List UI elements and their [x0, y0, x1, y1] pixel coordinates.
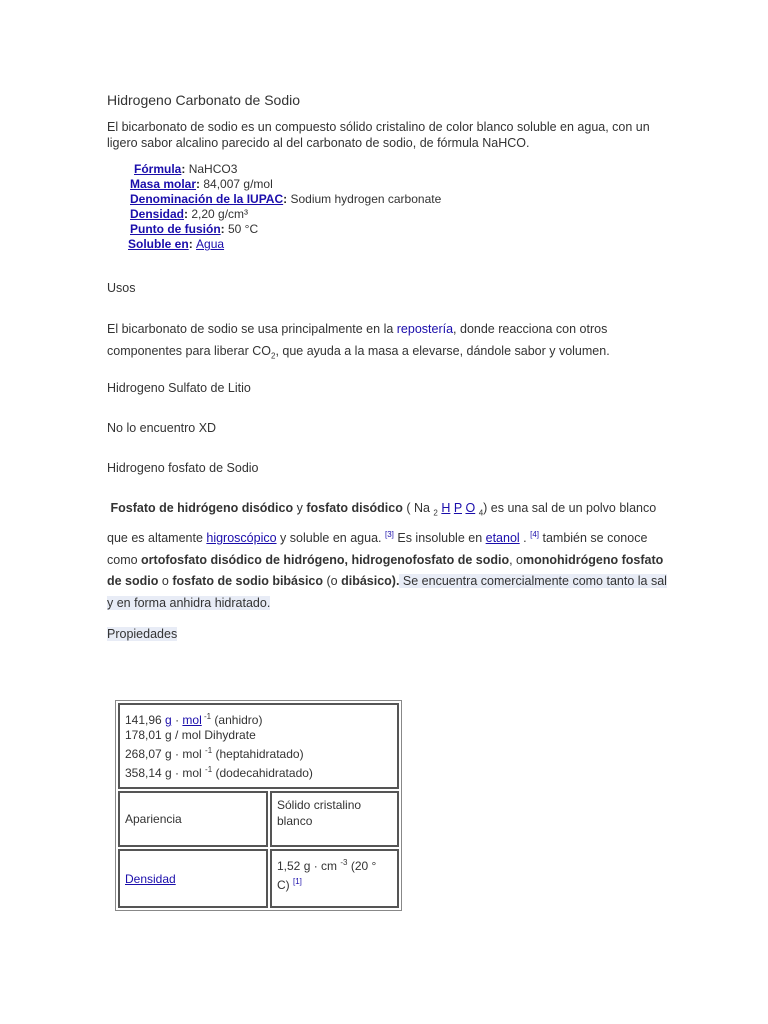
property-row — [128, 222, 441, 237]
apariencia-label: Apariencia — [118, 791, 268, 847]
property-value: 84,007 g/mol — [203, 177, 273, 191]
property-row — [128, 237, 441, 252]
property-colon: : — [188, 237, 197, 251]
property-key-link[interactable]: Fórmula — [134, 162, 182, 176]
oxygen-link[interactable]: O — [465, 501, 476, 515]
property-colon: : — [181, 162, 189, 176]
property-key-link[interactable]: Masa molar — [130, 177, 197, 191]
densidad-label-cell — [118, 849, 268, 908]
property-value[interactable]: Agua — [196, 237, 225, 251]
property-key-link[interactable]: Soluble en — [128, 237, 189, 251]
hydrogen-link[interactable]: H — [441, 501, 451, 515]
properties-table — [115, 700, 402, 911]
ref-4-link[interactable]: [4] — [530, 530, 540, 539]
ref-3-link[interactable]: [3] — [384, 530, 394, 539]
property-key-link[interactable]: Densidad — [130, 207, 185, 221]
property-row — [128, 162, 441, 177]
ref-1-link[interactable]: [1] — [293, 877, 302, 886]
densidad-link[interactable]: Densidad — [125, 871, 176, 886]
property-colon: : — [220, 222, 228, 236]
properties-list — [128, 162, 441, 252]
property-key-link[interactable]: Punto de fusión — [130, 222, 221, 236]
gram-link[interactable]: g — [165, 713, 172, 727]
property-key-link[interactable]: Denominación de la IUPAC — [130, 192, 284, 206]
property-value: NaHCO3 — [188, 162, 238, 176]
property-value: Sodium hydrogen carbonate — [290, 192, 442, 206]
property-value: 50 °C — [228, 222, 259, 236]
property-colon: : — [283, 192, 291, 206]
property-colon: : — [184, 207, 192, 221]
molar-mass-cell: 141,96 g · mol $^{-1}$ (anhidro) 178,01 g / mol Dihydrate 268,07 g · mol $^{-1}$ (heptahidratado) 358,14 g · mol $^{-1}$ (dodecahidratado) — [118, 703, 399, 789]
apariencia-value: Sólido cristalino blanco — [270, 791, 399, 847]
highlighted-text: Se encuentra comercialmente como tanto la sal y en forma anhidra hidratado. — [107, 574, 667, 610]
fosfato-heading: Hidrogeno fosfato de Sodio — [107, 461, 259, 475]
property-row — [128, 207, 441, 222]
property-value: 2,20 g/cm³ — [191, 207, 249, 221]
property-colon: : — [196, 177, 204, 191]
mol-link[interactable]: mol — [182, 713, 202, 727]
property-row — [128, 177, 441, 192]
etanol-link[interactable]: etanol — [485, 531, 520, 546]
page-title: Hidrogeno Carbonato de Sodio — [107, 92, 301, 108]
phosphorus-link[interactable]: P — [453, 501, 462, 515]
densidad-value: 1,52 g · cm $^{-3}$ (20 ° C) [1] — [270, 849, 399, 908]
higroscopico-link[interactable]: higroscópico — [206, 531, 277, 546]
property-row — [128, 192, 441, 207]
propiedades-heading: Propiedades — [107, 627, 178, 641]
fosfato-paragraph: Fosfato de hidrógeno disódico y fosfato disódico ( Na $_2$ H P O $_4$) es una sal de un polvo blanco que es altamente higroscópico y soluble en agua. [3] Es insoluble en etanol . [4] también se conoce como ortofosfato disódico de hidrógeno, hidrogenofosfato de sodio, omonohidrógeno fosfato de sodio o fosfato de sodio bibásico (o dibásico). Se encuentra comercialmente como tanto la sal y en forma anhidra hidratado. — [107, 501, 667, 610]
intro-paragraph: El bicarbonato de sodio es un compuesto sólido cristalino de color blanco soluble en agua, con un ligero sabor alcalino parecido al del carbonato de sodio, de fórmula NaHCO. — [107, 120, 650, 150]
usos-paragraph: El bicarbonato de sodio se usa principalmente en la repostería, donde reacciona con otros componentes para liberar $CO_2$, que ayuda a la masa a elevarse, dándole sabor y volumen. — [107, 322, 610, 361]
litio-heading: Hidrogeno Sulfato de Litio — [107, 381, 251, 395]
usos-heading: Usos — [107, 281, 136, 295]
reposteria-link[interactable]: repostería — [396, 322, 454, 336]
litio-text: No lo encuentro XD — [107, 421, 217, 435]
